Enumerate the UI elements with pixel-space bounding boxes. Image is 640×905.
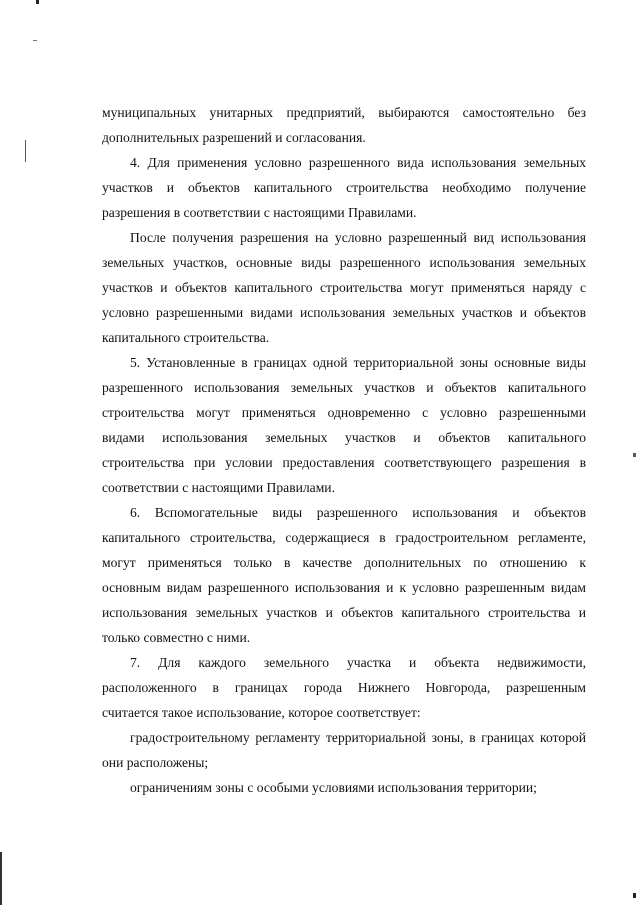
text-line: участков и объектов капитального строительства могут применяться наряду с: [102, 280, 586, 295]
list-item-start: градостроительному регламенту территориальной зоны, в границах которой: [130, 730, 586, 745]
text-line: расположенного в границах города Нижнего Новгорода, разрешенным: [102, 680, 586, 695]
text-line: дополнительных разрешений и согласования.: [102, 130, 366, 145]
text-line: основным видам разрешенного использования и к условно разрешенным видам: [102, 580, 586, 595]
scan-dash-mark: [33, 40, 37, 41]
text-line: соответствии с настоящими Правилами.: [102, 480, 335, 495]
text-line: могут применяться только в качестве дополнительных по отношению к: [102, 555, 586, 570]
text-line: капитального строительства, содержащиеся в градостроительном регламенте,: [102, 530, 586, 545]
text-line: муниципальных унитарных предприятий, выбираются самостоятельно без: [102, 105, 586, 120]
paragraph-7-start: 7. Для каждого земельного участка и объекта недвижимости,: [130, 655, 586, 670]
text-line: разрешения в соответствии с настоящими Правилами.: [102, 205, 417, 220]
scan-right-mark: [633, 453, 636, 457]
text-line: строительства при условии предоставления соответствующего разрешения в: [102, 455, 586, 470]
scan-edge-mark: [25, 140, 26, 162]
text-line: использования земельных участков и объектов капитального строительства и: [102, 605, 586, 620]
list-item: ограничениям зоны с особыми условиями использования территории;: [130, 780, 537, 795]
text-line: земельных участков, основные виды разрешенного использования земельных: [102, 255, 586, 270]
paragraph-6-start: 6. Вспомогательные виды разрешенного использования и объектов: [130, 505, 586, 520]
scan-corner-mark: [633, 893, 636, 898]
text-line: капитального строительства.: [102, 330, 270, 345]
scan-edge-mark-bottom: [0, 852, 2, 905]
text-line: они расположены;: [102, 755, 209, 770]
text-line: условно разрешенными видами использования земельных участков и объектов: [102, 305, 586, 320]
paragraph-start: После получения разрешения на условно разрешенный вид использования: [130, 230, 586, 245]
text-line: участков и объектов капитального строительства необходимо получение: [102, 180, 586, 195]
text-line: только совместно с ними.: [102, 630, 251, 645]
text-line: видами использования земельных участков и объектов капитального: [102, 430, 586, 445]
text-line: разрешенного использования земельных участков и объектов капитального: [102, 380, 586, 395]
paragraph-5-start: 5. Установленные в границах одной территориальной зоны основные виды: [130, 355, 586, 370]
scan-dot-mark: [36, 0, 39, 4]
text-line: считается такое использование, которое соответствует:: [102, 705, 421, 720]
text-line: строительства могут применяться одновременно с условно разрешенными: [102, 405, 586, 420]
paragraph-4-start: 4. Для применения условно разрешенного вида использования земельных: [130, 155, 586, 170]
